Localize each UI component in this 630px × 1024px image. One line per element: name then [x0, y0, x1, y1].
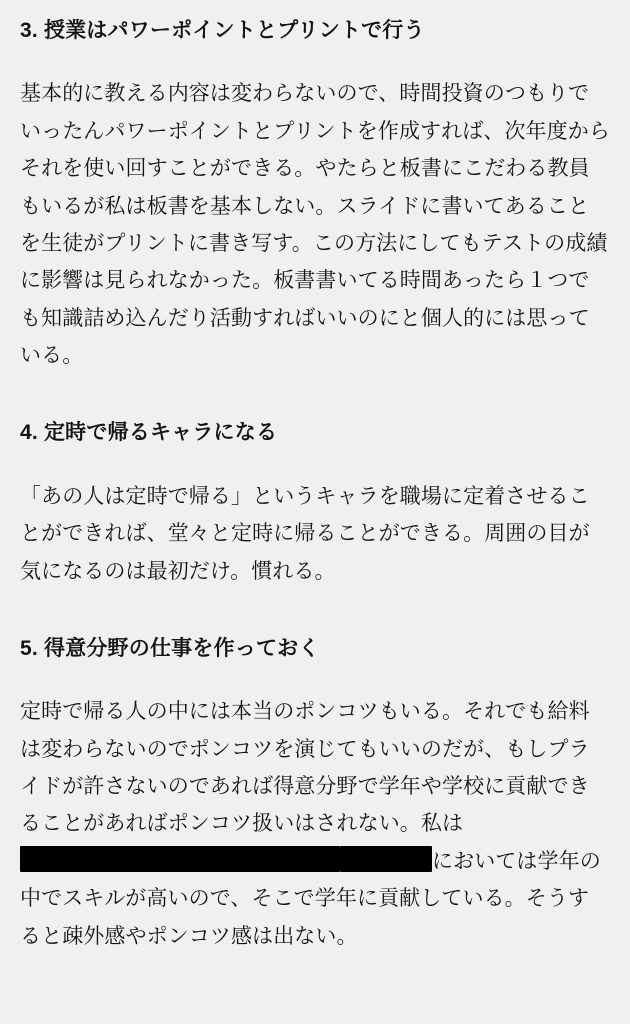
section-body-5	[20, 693, 610, 955]
section-heading-4: 4. 定時で帰るキャラになる	[20, 421, 278, 445]
section-body-3: 基本的に教える内容は変わらないので、時間投資のつもりでいったんパワーポイントとプリントを作成すれば、次年度からそれを使い回すことができる。やたらと板書にこだわる教員もいるが私は板書を基本しない。スライドに書いてあることを生徒がプリントに書き写す。この方法にしてもテストの成績に影響は見られなかった。板書書いてる時間あったら１つでも知識詰め込んだり活動すればいいのにと個人的には思っている。	[20, 82, 610, 368]
redacted-text-block-2	[340, 846, 432, 872]
section-heading-3: 3. 授業はパワーポイントとプリントで行う	[20, 19, 425, 42]
section-heading-5: 5. 得意分野の仕事を作っておく	[20, 636, 320, 660]
section-body-5-part2: においては学年の中でスキルが高いので、そこで学年に貢献している。そうすると疎外感やポンコツ感は出ない。	[20, 849, 601, 948]
redacted-text-block-1	[20, 846, 340, 872]
section-body-4: 「あの人は定時で帰る」というキャラを職場に定着させることができれば、堂々と定時に帰ることができる。周囲の目が気になるのは最初だけ。慣れる。	[20, 484, 590, 583]
section-body-5-part1: 定時で帰る人の中には本当のポンコツもいる。それでも給料は変わらないのでポンコツを演じてもいいのだが、もしプライドが許さないのであれば得意分野で学年や学校に貢献できることがあればポンコツ扱いはされない。私は	[20, 700, 590, 836]
